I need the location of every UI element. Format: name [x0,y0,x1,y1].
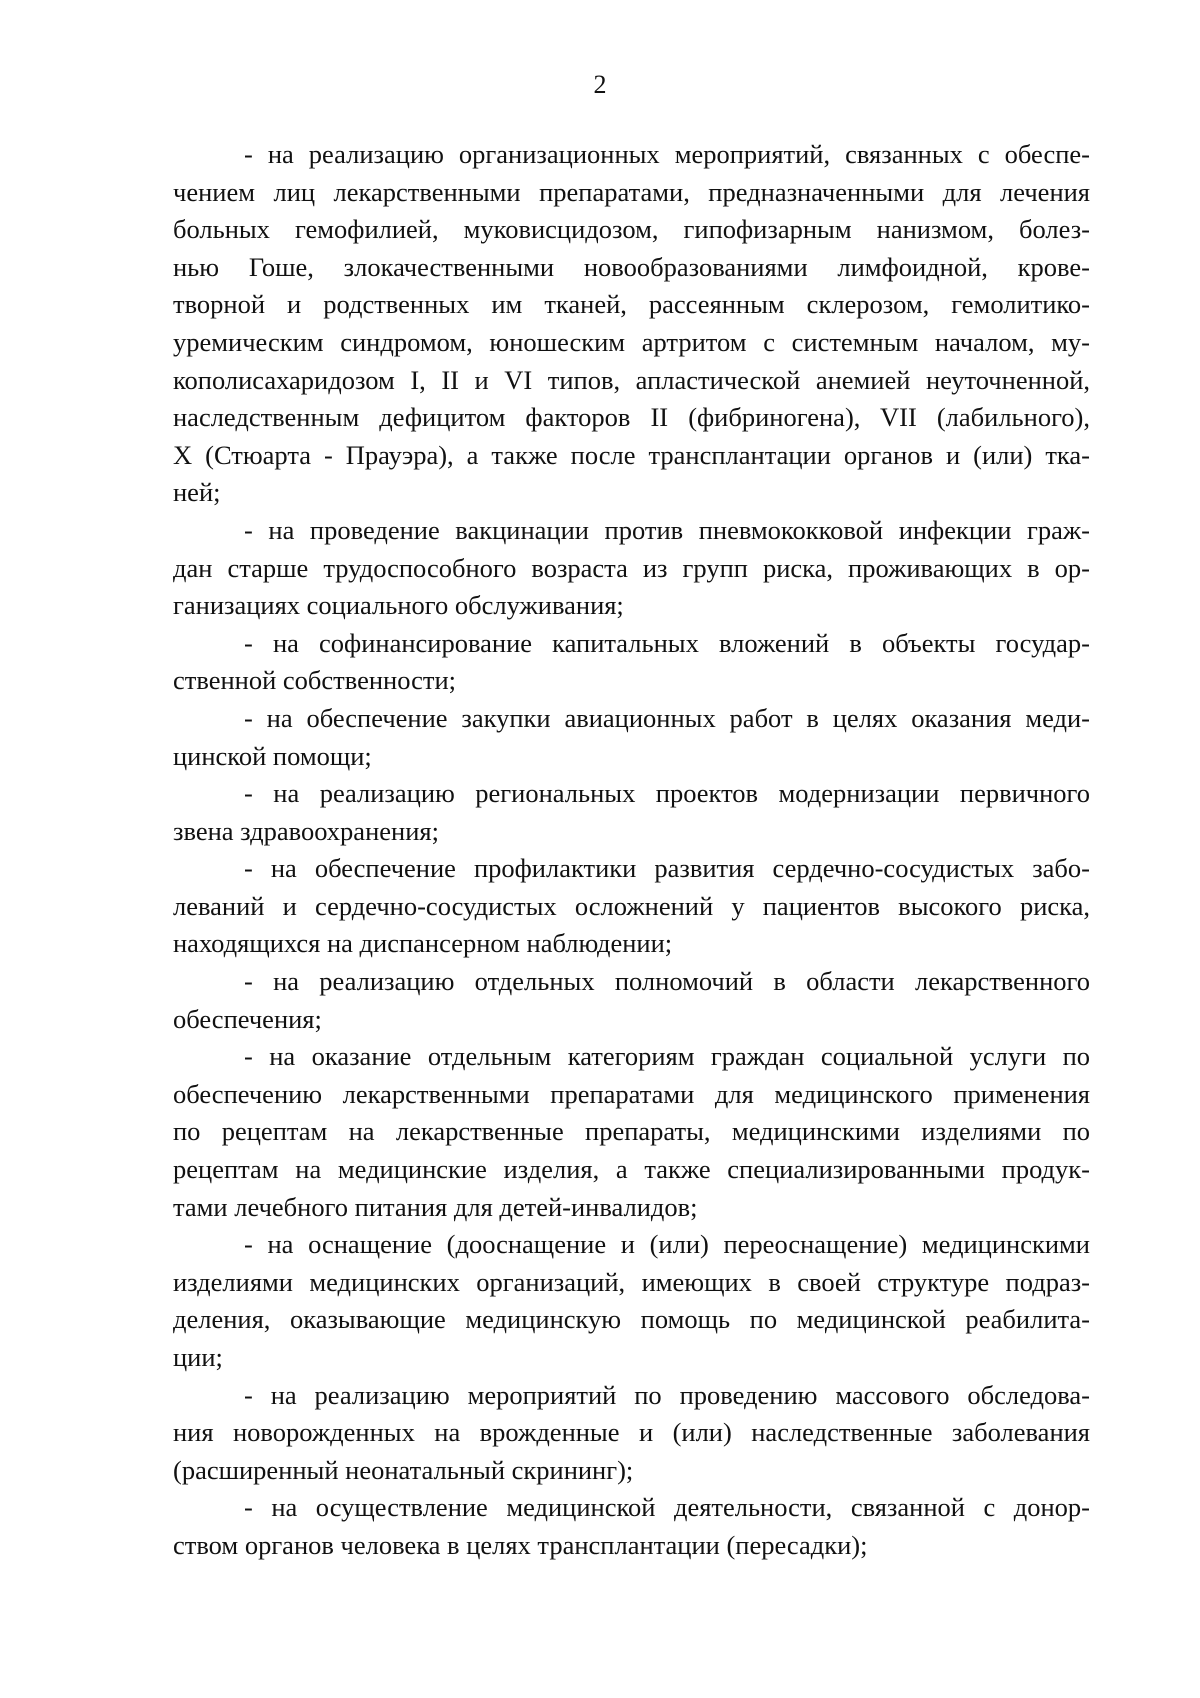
text-line: ней; [173,477,221,508]
text-line: - на реализацию мероприятий по проведению массового обследова- [244,1379,1090,1410]
text-line: дан старше трудоспособного возраста из групп риска, проживающих в ор- [173,552,1090,583]
text-line: - на реализацию организационных мероприятий, связанных с обеспе- [244,139,1090,169]
text-line: ния новорожденных на врожденные и (или) наследственные заболевания [173,1417,1090,1448]
text-line: по рецептам на лекарственные препараты, медицинскими изделиями по [173,1116,1090,1147]
text-line: ции; [173,1342,223,1372]
paragraph [173,1377,1090,1490]
text-line: изделиями медицинских организаций, имеющих в своей структуре подраз- [173,1266,1090,1297]
paragraph [173,625,1090,700]
text-line: - на оснащение (дооснащение и (или) переоснащение) медицинскими [244,1229,1090,1260]
text-line: - на осуществление медицинской деятельности, связанной с донор- [244,1492,1090,1523]
text-line: кополисахаридозом I, II и VI типов, апластической анемией неуточненной, [173,364,1090,395]
paragraph [173,1226,1090,1376]
paragraph [173,963,1090,1038]
paragraph [173,775,1090,850]
text-line: уремическим синдромом, юношеским артритом с системным началом, му- [173,326,1090,357]
text-line: творной и родственных им тканей, рассеянным склерозом, гемолитико- [173,289,1090,320]
text-line: больных гемофилией, муковисцидозом, гипофизарным нанизмом, болез- [173,214,1090,245]
text-line: ганизациях социального обслуживания; [173,590,624,621]
text-line: деления, оказывающие медицинскую помощь по медицинской реабилита- [173,1304,1090,1335]
paragraph [173,512,1090,625]
text-line: обеспечению лекарственными препаратами для медицинского применения [173,1078,1090,1109]
document-body [173,136,1090,1565]
text-line: - на оказание отдельным категориям граждан социальной услуги по [244,1041,1090,1072]
text-line: - на обеспечение профилактики развития сердечно-сосудистых забо- [244,853,1090,884]
text-line: чением лиц лекарственными препаратами, предназначенными для лечения [173,176,1090,207]
text-line: нью Гоше, злокачественными новообразованиями лимфоидной, крове- [173,251,1090,282]
text-line: - на софинансирование капитальных вложений в объекты государ- [244,627,1090,658]
paragraph [173,850,1090,963]
paragraph [173,1038,1090,1226]
text-line: наследственным дефицитом факторов II (фибриногена), VII (лабильного), [173,402,1090,433]
paragraph [173,136,1090,512]
text-line: X (Стюарта - Прауэра), а также после трансплантации органов и (или) тка- [173,439,1090,470]
text-line: находящихся на диспансерном наблюдении; [173,928,673,959]
page-number: 2 [593,70,607,99]
text-line: тами лечебного питания для детей-инвалидов; [173,1191,698,1222]
text-line: - на проведение вакцинации против пневмококковой инфекции граж- [244,514,1090,545]
text-line: - на реализацию отдельных полномочий в области лекарственного [244,966,1090,997]
paragraph [173,1489,1090,1564]
text-line: ством органов человека в целях трансплантации (пересадки); [173,1529,868,1560]
text-line: рецептам на медицинские изделия, а также специализированными продук- [173,1154,1090,1185]
paragraph [173,700,1090,775]
text-line: звена здравоохранения; [173,815,439,846]
text-line: ственной собственности; [173,665,456,696]
text-line: (расширенный неонатальный скрининг); [173,1454,634,1485]
text-line: обеспечения; [173,1003,322,1034]
text-line: - на реализацию региональных проектов модернизации первичного [244,778,1090,809]
text-line: цинской помощи; [173,740,372,771]
text-line: - на обеспечение закупки авиационных работ в целях оказания меди- [244,702,1090,733]
text-line: леваний и сердечно-сосудистых осложнений у пациентов высокого риска, [173,890,1090,921]
